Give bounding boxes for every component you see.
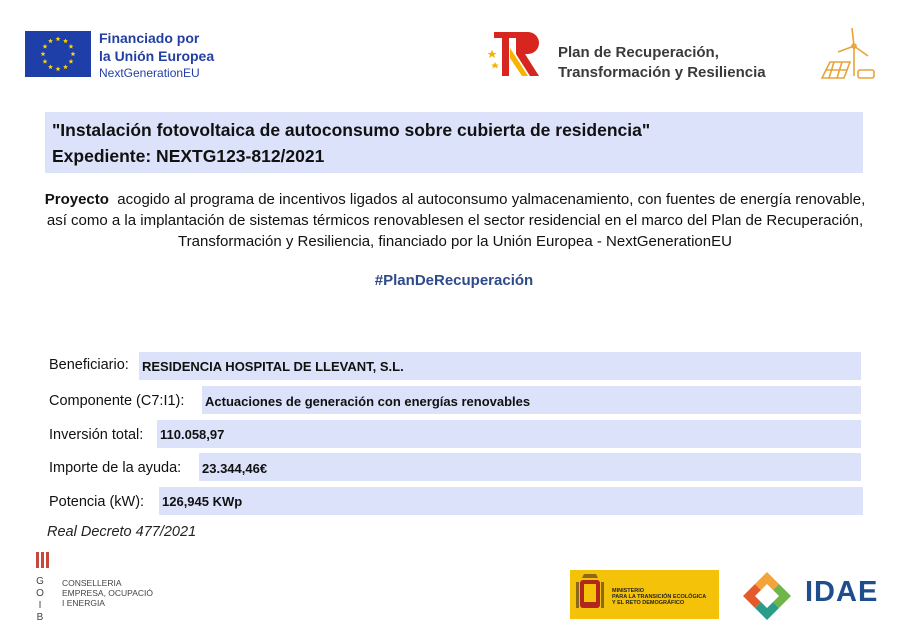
project-description [40, 189, 870, 252]
row-box-potencia [159, 487, 863, 515]
ministerio-line1: MINISTERIO [612, 588, 645, 594]
goib-letter-i: I [38, 600, 42, 611]
idae-logo-icon [732, 572, 802, 620]
row-value-componente: Actuaciones de generación con energías renovables [205, 394, 531, 409]
ministerio-line3: Y EL RETO DEMOGRÁFICO [612, 600, 685, 606]
proyecto-label: Proyecto [44, 191, 109, 208]
idae-text: IDAE [805, 576, 879, 608]
row-label-ayuda: Importe de la ayuda: [49, 460, 182, 476]
row-value-inversion: 110.058,97 [160, 427, 225, 442]
row-box-ayuda [199, 453, 861, 481]
plan-recuperacion-text [558, 43, 766, 83]
expediente: Expediente: NEXTG123-812/2021 [52, 146, 325, 166]
row-value-beneficiario: RESIDENCIA HOSPITAL DE LLEVANT, S.L. [142, 359, 404, 374]
row-label-potencia: Potencia (kW): [49, 494, 145, 510]
row-label-inversion: Inversión total: [49, 427, 144, 443]
plan-line2: Transformación y Resiliencia [558, 64, 766, 81]
row-value-ayuda: 23.344,46€ [202, 461, 268, 476]
goib-letter-g: G [36, 576, 44, 587]
row-label-componente: Componente (C7:I1): [49, 393, 185, 409]
proyecto-text: acogido al programa de incentivos ligados al autoconsumo yalmacenamiento, con fuentes de energía renovable, así como a la implantación de sistemas térmicos renovablesen el sector residencial en el marco del Plan de Recuperación, Transformación y Resiliencia, financiado por la Unión Europea - NextGenerationEU [46, 191, 866, 250]
goib-shield-icon [30, 550, 58, 576]
eu-line1: Financiado por [99, 30, 200, 46]
eu-line2: la Unión Europea [99, 48, 215, 64]
conselleria-text [62, 578, 153, 608]
eu-funding-text [99, 29, 214, 81]
real-decreto: Real Decreto 477/2021 [47, 524, 197, 540]
wind-solar-icon [818, 26, 876, 84]
row-box-inversion [157, 420, 861, 448]
row-label-beneficiario: Beneficiario: [49, 357, 129, 373]
goib-letter-o: O [36, 588, 44, 599]
goib-logo [30, 550, 58, 630]
goib-line1: CONSELLERIA [62, 578, 122, 588]
goib-letter-b: B [36, 612, 44, 623]
prtr-logo-icon [488, 30, 546, 78]
goib-line2: EMPRESA, OCUPACIÓ [62, 588, 153, 598]
row-value-potencia: 126,945 KWp [162, 494, 243, 509]
ministerio-text [612, 588, 706, 606]
eu-flag-icon [25, 31, 91, 77]
eu-line3: NextGenerationEU [99, 66, 200, 80]
spain-coat-of-arms-icon [570, 570, 610, 619]
goib-line3: I ENERGIA [62, 598, 105, 608]
project-title: "Instalación fotovoltaica de autoconsumo sobre cubierta de residencia" [52, 120, 651, 140]
ministerio-line2: PARA LA TRANSICIÓN ECOLÓGICA [612, 594, 707, 600]
plan-line1: Plan de Recuperación, [558, 44, 719, 61]
hashtag: #PlanDeRecuperación [374, 272, 534, 289]
